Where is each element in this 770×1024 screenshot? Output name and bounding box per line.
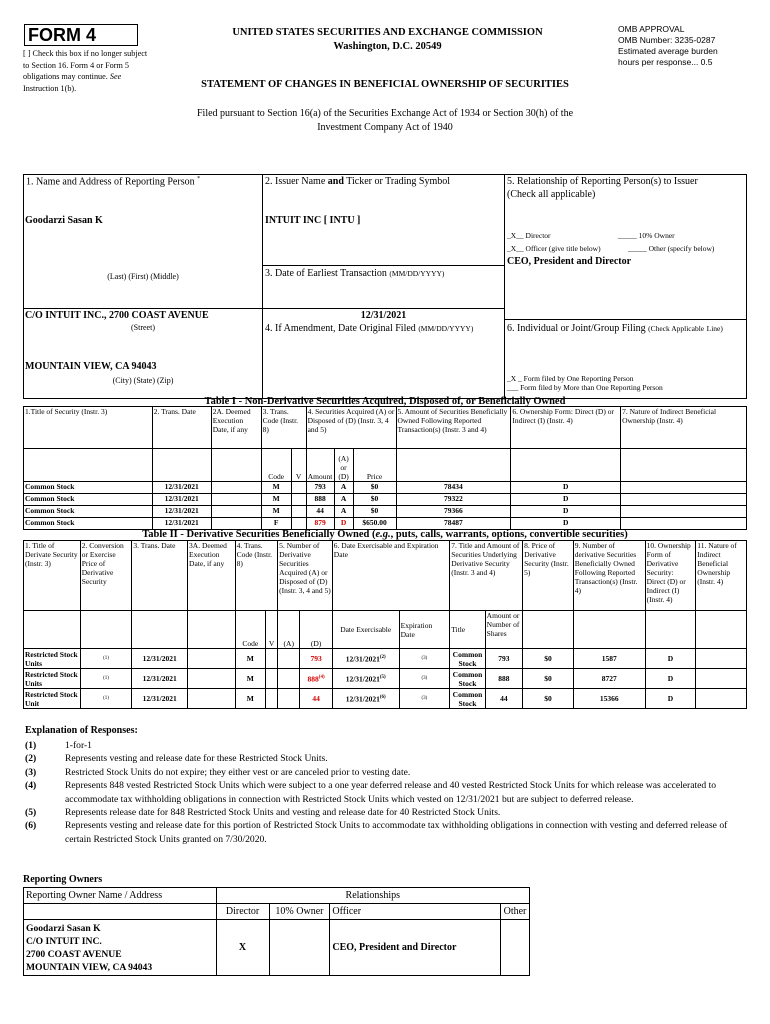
explanation-text: Restricted Stock Units do not expire; they either vest or are canceled prior to vesting date. [65,766,411,778]
t2-sub-expiration: Expiration Date [399,611,450,649]
box2-label-pre: 2. Issuer Name [265,176,326,187]
t1-cell-aord: A [334,506,353,518]
omb-line4: hours per response... 0.5 [618,57,713,67]
t1-cell-code: F [261,518,291,530]
box6-label-text: 6. Individual or Joint/Group Filing [507,323,646,334]
t2-h-code: 4. Trans. Code (Instr. 8) [235,541,278,611]
t2-cell-empty [278,669,300,689]
box5-label-2: (Check all applicable) [507,189,596,200]
omb-line2: OMB Number: 3235-0287 [618,35,716,45]
t1-cell-empty [291,482,306,494]
t2-cell-expiration: (3) [399,649,450,669]
t1-cell-empty [211,494,261,506]
t1-cell-empty [211,482,261,494]
t2-h-price: 8. Price of Derivative Security (Instr. 5) [523,541,574,611]
t2-cell-empty [265,689,277,709]
t1-cell-code: M [261,482,291,494]
t2-cell-exercisable-wrap [332,689,399,709]
t1-sub-v: V [291,449,306,482]
explanation-text: Represents vesting and release date for this portion of Restricted Stock Units to accommodate tax withholding obligations in connection with vesting and deferred release of certain Restricted Stock Units granted on 7/30/2020. [65,820,728,845]
t1-cell-price: $0 [353,494,396,506]
t2-cell-form: D [645,669,696,689]
t1-cell-price: $0 [353,506,396,518]
t2-cell-conv: (1) [80,649,132,669]
city-label: (City) (State) (Zip) [112,376,174,385]
table2-title [23,529,747,540]
box3-label [265,268,444,279]
box6-label [507,323,743,335]
t1-cell-price: $0 [353,482,396,494]
t2-cell-security: Restricted Stock Units [24,649,81,669]
t2-cell-form: D [645,649,696,669]
reporting-owners-table [23,887,530,976]
box1-label-text: 1. Name and Address of Reporting Person [26,176,195,188]
t2-cell-price: $0 [523,689,574,709]
t1-cell-amount: 793 [306,482,334,494]
t1-cell-empty [621,506,747,518]
t1-h-acquired: 4. Securities Acquired (A) or Disposed of (D) (Instr. 3, 4 and 5) [306,407,396,449]
t1-cell-date: 12/31/2021 [152,518,211,530]
explanation-item [25,806,745,819]
box3-label-small: (MM/DD/YYYY) [389,269,445,278]
statement-title: STATEMENT OF CHANGES IN BENEFICIAL OWNERSHIP OF SECURITIES [201,79,569,90]
explanation-number: (5) [25,807,37,819]
t2-cell-price: $0 [523,649,574,669]
explanation-number: (6) [25,820,37,832]
t2-cell-d-note: (4) [318,675,325,681]
t1-cell-form: D [511,518,621,530]
t2-cell-code: M [235,689,265,709]
t1-cell-date: 12/31/2021 [152,494,211,506]
t1-cell-security: Common Stock [24,506,153,518]
agency-name: UNITED STATES SECURITIES AND EXCHANGE COMMISSION [232,27,543,38]
filed-pursuant-2: Investment Company Act of 1940 [317,122,453,133]
t2-cell-title: Common Stock [450,649,485,669]
t1-cell-security: Common Stock [24,518,153,530]
t2-h-form: 10. Ownership Form of Derivative Security: Direct (D) or Indirect (I) (Instr. 4) [645,541,696,611]
omb-line3: Estimated average burden [618,46,718,56]
ro-name-line2: C/O INTUIT INC. [26,935,102,947]
t1-h-ownership-form: 6. Ownership Form: Direct (D) or Indirect (I) (Instr. 4) [511,407,621,449]
t2-cell-empty [696,669,747,689]
t1-sub-amount: Amount [306,449,334,482]
t2-cell-empty [188,689,236,709]
t2-cell-title: Common Stock [450,669,485,689]
table1-header-row [24,407,747,449]
checkbox-note-text: [ ] Check this box if no longer subject to Section 16. Form 4 or Form 5 obligations may continue. [23,49,148,81]
t2-h-nature: 11. Nature of Indirect Beneficial Ownership (Instr. 4) [696,541,747,611]
t1-cell-date: 12/31/2021 [152,506,211,518]
ro-name-line3: 2700 COAST AVENUE [26,948,122,960]
box5-label-1: 5. Relationship of Reporting Person(s) to Issuer [507,176,698,187]
box4-label-text: 4. If Amendment, Date Original Filed [265,323,416,334]
t1-cell-amount: 879 [306,518,334,530]
t2-cell-price: $0 [523,669,574,689]
table2 [23,540,747,709]
explanation-item [25,739,745,752]
table2-row [24,669,747,689]
t1-cell-empty [291,494,306,506]
t2-cell-date: 12/31/2021 [132,689,188,709]
ro-name-line1: Goodarzi Sasan K [26,922,101,934]
name-parts-label: (Last) (First) (Middle) [107,272,179,281]
t2-cell-exercisable: 12/31/2021 [345,674,380,684]
t2-cell-security: Restricted Stock Unit [24,689,81,709]
t1-cell-empty [211,506,261,518]
reporting-person-name: Goodarzi Sasan K [25,215,103,226]
ro-name-line4: MOUNTAIN VIEW, CA 94043 [26,961,153,973]
t1-cell-date: 12/31/2021 [152,482,211,494]
ro-col-officer: Officer [330,904,501,920]
box1-label-mark: * [197,176,201,182]
t2-sub-a: (A) [278,611,300,649]
t2-cell-empty [265,669,277,689]
t1-cell-empty [621,518,747,530]
table2-title-post: , puts, calls, warrants, options, convertible securities) [390,529,628,540]
t2-cell-d: 44 [312,694,320,703]
t2-cell-empty [188,649,236,669]
t2-cell-d: 793 [310,654,322,663]
table2-row [24,649,747,669]
earliest-transaction-date: 12/31/2021 [360,310,407,321]
t2-cell-exercisable: 12/31/2021 [345,694,380,704]
t2-cell-empty [696,689,747,709]
t2-cell-security: Restricted Stock Units [24,669,81,689]
t2-cell-amount: 44 [485,689,522,709]
t2-cell-ex-note: (2) [379,655,386,661]
t1-h-date: 2. Trans. Date [152,407,211,449]
table2-title-pre: Table II - Derivative Securities Beneficially Owned ( [142,529,376,540]
t2-sub-d: (D) [300,611,332,649]
t1-cell-owned: 79366 [396,506,511,518]
box1-label [26,176,200,187]
t2-cell-empty [188,669,236,689]
t2-cell-d: 888 [307,674,319,684]
t1-cell-form: D [511,494,621,506]
t2-cell-amount: 888 [485,669,522,689]
t1-cell-owned: 79322 [396,494,511,506]
explanation-item [25,766,745,779]
table2-title-eg: e.g. [375,529,391,540]
ro-officer-value: CEO, President and Director [330,920,501,976]
t1-cell-amount: 888 [306,494,334,506]
t1-h-code: 3. Trans. Code (Instr. 8) [261,407,306,449]
table1 [23,406,747,530]
t1-h-deemed: 2A. Deemed Execution Date, if any [211,407,261,449]
t2-cell-empty [278,649,300,669]
t2-cell-expiration: (3) [399,669,450,689]
t1-cell-empty [621,494,747,506]
relationship-director: _X__ Director [507,231,551,240]
t1-cell-code: M [261,494,291,506]
explanation-number: (3) [25,766,37,778]
explanation-number: (1) [25,740,37,751]
t1-cell-price: $650.00 [353,518,396,530]
explanation-text: Represents 848 vested Restricted Stock Units which were subject to a one year deferred release and 40 vested Restricted Stock Units for which release was accelerated to accommodate tax withholding obligations in connection with Restricted Stock Units which vested on 12/31/2021 but are subject to deferred release. [65,780,717,805]
ro-director-value: X [216,920,269,976]
instruction-ref: Instruction 1(b). [23,83,77,93]
t1-cell-empty [291,506,306,518]
form-title-box [24,24,138,46]
t2-h-underlying: 7. Title and Amount of Securities Underlying Derivative Security (Instr. 3 and 4) [450,541,523,611]
relationship-ten-percent: _____ 10% Owner [618,231,675,240]
t2-cell-code: M [235,649,265,669]
t1-cell-amount: 44 [306,506,334,518]
explanation-text: 1-for-1 [65,740,92,751]
t2-cell-d-wrap [300,649,332,669]
t2-cell-empty [278,689,300,709]
t2-cell-owned: 8727 [573,669,645,689]
reporting-person-street: C/O INTUIT INC., 2700 COAST AVENUE [25,310,209,321]
ro-col-name: Reporting Owner Name / Address [24,888,217,904]
ro-other-value [500,920,529,976]
t1-cell-aord: D [334,518,353,530]
box3-label-text: 3. Date of Earliest Transaction [265,268,387,279]
ro-col-ten: 10% Owner [269,904,330,920]
t2-cell-owned: 1587 [573,649,645,669]
t2-cell-code: M [235,669,265,689]
t2-h-owned: 9. Number of derivative Securities Beneficially Owned Following Reported Transaction(s) (Instr. 4) [573,541,645,611]
ro-col-director: Director [216,904,269,920]
t2-cell-title: Common Stock [450,689,485,709]
filing-option-group: ___ Form filed by More than One Reporting Person [507,383,663,392]
t1-cell-empty [211,518,261,530]
t1-cell-owned: 78434 [396,482,511,494]
t2-h-number: 5. Number of Derivative Securities Acquired (A) or Disposed of (D) (Instr. 3, 4 and 5) [278,541,333,611]
reporting-owners-title: Reporting Owners [23,874,103,885]
t1-cell-empty [291,518,306,530]
form-title: FORM 4 [28,25,97,45]
ro-ten-value [269,920,330,976]
box2-label-post: Ticker or Trading Symbol [346,176,451,187]
t1-sub-price: Price [353,449,396,482]
t1-cell-form: D [511,482,621,494]
ro-owner-address [24,920,217,976]
t2-cell-exercisable-wrap [332,669,399,689]
t2-cell-date: 12/31/2021 [132,649,188,669]
ro-col-other: Other [500,904,529,920]
t2-cell-ex-note: (5) [379,675,386,681]
box4-label [265,323,473,334]
ro-col-relationships: Relationships [216,888,529,904]
relationship-officer: _X__ Officer (give title below) [507,244,601,253]
t2-cell-conv: (1) [80,669,132,689]
explanation-item [25,779,745,806]
explanation-title: Explanation of Responses: [25,725,138,736]
relationship-other: _____ Other (specify below) [628,244,715,253]
t2-cell-d-wrap [300,689,332,709]
street-label: (Street) [131,323,155,332]
t2-h-date: 3. Trans. Date [132,541,188,611]
explanation-number: (2) [25,753,37,765]
t1-cell-owned: 78487 [396,518,511,530]
t2-sub-amount: Amount or Number of Shares [485,611,522,649]
table2-subheader-row [24,611,747,649]
t2-cell-owned: 15366 [573,689,645,709]
table1-row [24,494,747,506]
t1-cell-security: Common Stock [24,482,153,494]
explanation-item [25,819,745,846]
t2-cell-empty [696,649,747,669]
table1-row [24,518,747,530]
t2-sub-code: Code [235,611,265,649]
t1-cell-empty [621,482,747,494]
t2-h-deemed: 3A. Deemed Execution Date, if any [188,541,236,611]
table2-row [24,689,747,709]
explanation-list [25,739,745,846]
t2-cell-conv: (1) [80,689,132,709]
explanation-text: Represents release date for 848 Restricted Stock Units and vesting and release date for 40 Restricted Stock Units. [65,807,501,819]
t2-h-exercisable: 6. Date Exercisable and Expiration Date [332,541,449,611]
t2-cell-exercisable-wrap [332,649,399,669]
t2-h-title: 1. Title of Derivate Security (Instr. 3) [24,541,81,611]
t1-cell-code: M [261,506,291,518]
checkbox-note [23,48,151,94]
t2-cell-amount: 793 [485,649,522,669]
table1-subheader-row [24,449,747,482]
t2-cell-empty [265,649,277,669]
officer-title: CEO, President and Director [507,256,632,267]
box6-label-small2: Line) [706,324,723,333]
t2-cell-form: D [645,689,696,709]
table2-header-row [24,541,747,611]
t1-sub-aord: (A) or (D) [334,449,353,482]
t1-cell-aord: A [334,494,353,506]
explanation-item [25,752,745,765]
t1-cell-aord: A [334,482,353,494]
reporting-person-city: MOUNTAIN VIEW, CA 94043 [25,361,157,372]
omb-line1: OMB APPROVAL [618,24,685,34]
t1-h-nature: 7. Nature of Indirect Beneficial Ownership (Instr. 4) [621,407,747,449]
agency-address: Washington, D.C. 20549 [333,41,442,52]
box2-label [265,176,450,187]
t2-cell-ex-note: (6) [379,695,386,701]
t2-cell-d-wrap [300,669,332,689]
issuer-name: INTUIT INC [ INTU ] [265,215,361,226]
filed-pursuant-1: Filed pursuant to Section 16(a) of the Securities Exchange Act of 1934 or Section 30(h) of the [196,108,574,119]
t1-h-title: 1.Title of Security (Instr. 3) [24,407,153,449]
explanation-text: Represents vesting and release date for these Restricted Stock Units. [65,753,328,765]
t2-h-conv: 2. Conversion or Exercise Price of Derivative Security [80,541,132,611]
t2-cell-expiration: (3) [399,689,450,709]
explanation-number: (4) [25,780,37,792]
box6-label-small: (Check Applicable [648,324,705,333]
box4-label-small: (MM/DD/YYYY) [418,324,474,333]
see-word: See [109,72,122,81]
t2-sub-exercisable: Date Exercisable [332,611,399,649]
table1-row [24,506,747,518]
omb-approval [618,24,758,68]
t1-cell-security: Common Stock [24,494,153,506]
box2-label-and: and [327,176,344,187]
t1-cell-form: D [511,506,621,518]
t2-sub-title: Title [450,611,485,649]
table1-title: Table I - Non-Derivative Securities Acquired, Disposed of, or Beneficially Owned [204,396,566,407]
table1-row [24,482,747,494]
t2-cell-exercisable: 12/31/2021 [345,654,380,664]
t1-sub-code: Code [261,449,291,482]
t2-sub-v: V [265,611,277,649]
filing-option-one: _X _ Form filed by One Reporting Person [507,374,634,383]
t2-cell-date: 12/31/2021 [132,669,188,689]
t1-h-amount-owned: 5. Amount of Securities Beneficially Owned Following Reported Transaction(s) (Instr. 3 and 4) [396,407,511,449]
